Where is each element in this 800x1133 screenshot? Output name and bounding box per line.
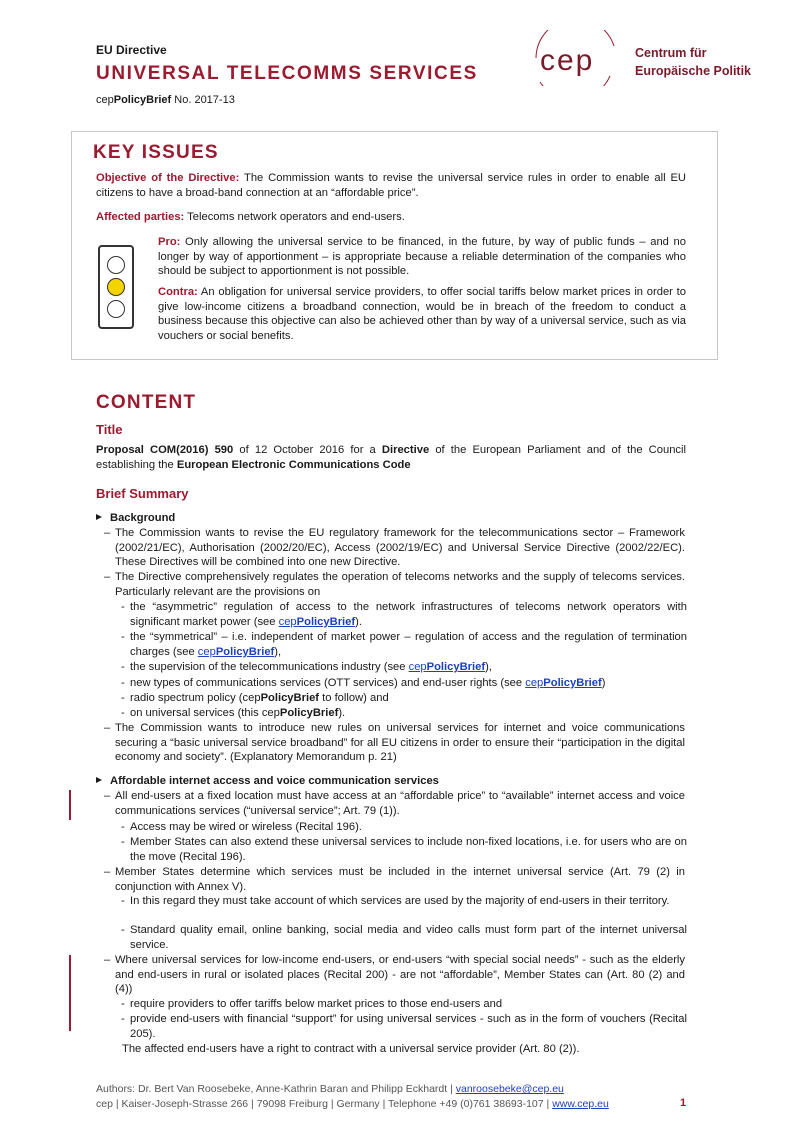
traffic-light-bottom-lamp xyxy=(107,300,125,318)
organisation-name: Centrum für Europäische Politik xyxy=(635,46,752,78)
affordable-dash-1: – All end-users at a fixed location must have access at an “affordable price” to “available” internet access and voice communications services (“universal service”; Art. 79 (1)). xyxy=(115,789,685,818)
affected-paragraph: Affected parties: Telecoms network operators and end-users. xyxy=(96,211,405,223)
change-marker xyxy=(69,790,71,820)
traffic-light-top-lamp xyxy=(107,256,125,274)
summary-heading: Brief Summary xyxy=(96,486,189,501)
policybrief-link[interactable]: cepPolicyBrief xyxy=(197,645,275,658)
footer-authors: Authors: Dr. Bert Van Roosebeke, Anne-Kathrin Baran and Philipp Eckhardt | vanroosebeke@cep.eu xyxy=(96,1083,564,1095)
background-sub-6: - on universal services (this cepPolicyBrief). xyxy=(122,706,687,721)
content-heading: CONTENT xyxy=(96,392,197,413)
contra-paragraph: Contra: An obligation for universal service providers, to offer social tariffs below market prices in order to give low-income citizens a broadband connection, would be in breach of the freedom to conduct a business because this objective can also be achieved other than by way of a universal service, such as via vouchers or social benefits. xyxy=(158,286,686,342)
background-dash-3: – The Commission wants to introduce new rules on universal services for internet and voice communications securing a “basic universal service broadband” for all EU citizens in order to ensure their “participation in the digital economy and society”. (Explanatory Memorandum p. 21) xyxy=(115,721,685,765)
affordable-sub-2: - Member States can also extend these universal services to include non-fixed locations, i.e. for users who are on the move (Recital 196). xyxy=(122,835,687,864)
traffic-light-icon xyxy=(98,245,134,329)
affordable-sub-6: - provide end-users with financial “support” for using universal services - such as in the form of vouchers (Recital 205). xyxy=(122,1012,687,1041)
proposal-title: Proposal COM(2016) 590 of 12 October 2016 for a Directive of the European Parliament and of the Council establishing the European Electronic Communications Code xyxy=(96,444,686,471)
key-issues-heading: KEY ISSUES xyxy=(93,142,219,163)
affordable-sub-1: - Access may be wired or wireless (Recital 196). xyxy=(122,820,687,835)
title-heading: Title xyxy=(96,422,123,437)
objective-paragraph: Objective of the Directive: The Commission wants to revise the universal service rules in order to enable all EU citizens to have a broad-band connection at an “affordable price”. xyxy=(96,172,686,199)
background-bullet: Background xyxy=(96,512,175,524)
policybrief-link[interactable]: cepPolicyBrief xyxy=(278,615,356,628)
pro-paragraph: Pro: Only allowing the universal service to be financed, in the future, by way of public funds – and no longer by way of apportionment – is appropriate because a reliable determination of the companies who should be subject to apportionment is not possible. xyxy=(158,236,686,278)
traffic-light-middle-lamp xyxy=(107,278,125,296)
affordable-sub-4: - Standard quality email, online banking, social media and video calls must form part of the internet universal service. xyxy=(122,923,687,952)
background-sub-3: - the supervision of the telecommunications industry (see cepPolicyBrief), xyxy=(122,660,687,675)
document-title: UNIVERSAL TELECOMMS SERVICES xyxy=(96,63,478,84)
background-sub-1: - the “asymmetric” regulation of access to the network infrastructures of telecoms network operators with significant market power (see cepPolicyBrief). xyxy=(122,600,687,629)
background-sub-5: - radio spectrum policy (cepPolicyBrief to follow) and xyxy=(122,691,687,706)
brief-number: cepPolicyBrief No. 2017-13 xyxy=(96,94,235,106)
page-number: 1 xyxy=(680,1097,687,1109)
author-email-link[interactable]: vanroosebeke@cep.eu xyxy=(455,1083,564,1095)
website-link[interactable]: www.cep.eu xyxy=(552,1098,609,1110)
policybrief-link[interactable]: cepPolicyBrief xyxy=(408,661,486,673)
triangle-bullet-icon xyxy=(96,777,102,783)
logo-text: cep xyxy=(540,44,595,77)
affordable-bullet: Affordable internet access and voice communication services xyxy=(96,775,439,787)
change-marker xyxy=(69,955,71,1031)
document-kicker: EU Directive xyxy=(96,43,167,57)
footer-address: cep | Kaiser-Joseph-Strasse 266 | 79098 Freiburg | Germany | Telephone +49 (0)761 38693-107 | www.cep.eu xyxy=(96,1098,609,1110)
affordable-note: The affected end-users have a right to contract with a universal service provider (Art. 80 (2)). xyxy=(122,1043,580,1055)
affordable-dash-3: – Where universal services for low-income end-users, or end-users “with special social needs” - such as the elderly and end-users in rural or isolated places (Recital 200) - are not “affordable”, Member States can (Art. 80 (2) and (4)) xyxy=(115,953,685,997)
triangle-bullet-icon xyxy=(96,514,102,520)
background-dash-2: – The Directive comprehensively regulates the operation of telecoms networks and the supply of telecoms services. Particularly relevant are the provisions on xyxy=(115,570,685,599)
affordable-sub-3: - In this regard they must take account of which services are used by the majority of end-users in their territory. xyxy=(122,894,687,909)
affordable-dash-2: – Member States determine which services must be included in the internet universal service (Art. 79 (2) in conjunction with Annex V). xyxy=(115,865,685,894)
background-dash-1: – The Commission wants to revise the EU regulatory framework for the telecommunications sector – Framework (2002/21/EC), Authorisation (2002/20/EC), Access (2002/19/EC) and Universal Service Directive (2002/22/EC). These Directives will be combined into one new Directive. xyxy=(115,526,685,570)
background-sub-4: - new types of communications services (OTT services) and end-user rights (see cepPolicyBrief) xyxy=(122,676,687,691)
policybrief-link[interactable]: cepPolicyBrief xyxy=(525,677,602,689)
background-sub-2: - the “symmetrical” – i.e. independent of market power – regulation of access and the regulation of termination charges (see cepPolicyBrief), xyxy=(122,630,687,659)
affordable-sub-5: - require providers to offer tariffs below market prices to those end-users and xyxy=(122,997,687,1012)
